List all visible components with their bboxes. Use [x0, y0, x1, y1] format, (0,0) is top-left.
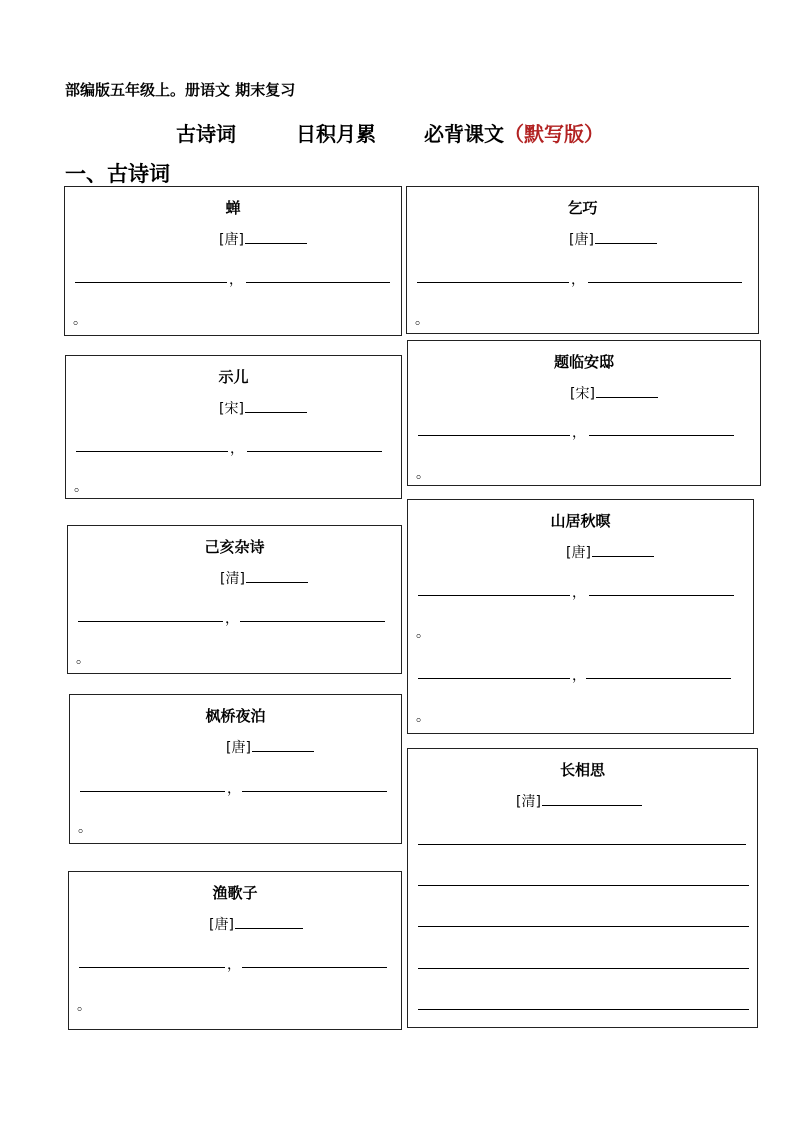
answer-blank[interactable]	[418, 1009, 749, 1010]
dynasty-label: [唐]	[226, 740, 251, 756]
answer-blank[interactable]	[417, 282, 569, 283]
poem-card-chan	[64, 186, 402, 336]
period-mark: 。	[77, 998, 91, 1014]
answer-blank[interactable]	[418, 844, 746, 845]
comma-mark: ，	[227, 957, 241, 973]
poem-title: 己亥杂诗	[204, 538, 265, 556]
answer-blank[interactable]	[418, 926, 749, 927]
period-mark: 。	[76, 651, 90, 667]
dynasty-label: [宋]	[570, 386, 595, 402]
section-title-recite-text: 必背课文	[424, 122, 504, 146]
answer-blank[interactable]	[418, 435, 570, 436]
answer-blank[interactable]	[80, 791, 225, 792]
answer-blank[interactable]	[79, 967, 225, 968]
version-label: （默写版）	[504, 122, 604, 146]
answer-blank[interactable]	[247, 451, 382, 452]
dynasty-label: [清]	[516, 794, 541, 810]
answer-blank[interactable]	[75, 282, 227, 283]
section-title-daily: 日积月累	[296, 122, 376, 146]
period-mark: 。	[78, 820, 92, 836]
answer-blank[interactable]	[589, 595, 734, 596]
author-blank[interactable]	[246, 568, 308, 583]
author-blank[interactable]	[245, 229, 307, 244]
answer-blank[interactable]	[588, 282, 742, 283]
section-title-poems: 古诗词	[176, 122, 236, 146]
answer-blank[interactable]	[418, 678, 570, 679]
comma-mark: ，	[230, 441, 244, 457]
poem-author-line	[219, 229, 307, 249]
answer-blank[interactable]	[242, 791, 387, 792]
period-mark: 。	[416, 625, 430, 641]
answer-blank[interactable]	[589, 435, 734, 436]
period-mark: 。	[416, 709, 430, 725]
author-blank[interactable]	[235, 914, 303, 929]
poem-title: 题临安邸	[553, 353, 614, 371]
poem-author-line	[219, 398, 307, 418]
comma-mark: ，	[572, 585, 586, 601]
poem-card-tilinandi	[407, 340, 761, 486]
answer-blank[interactable]	[78, 621, 223, 622]
answer-blank[interactable]	[240, 621, 385, 622]
section-title-recite	[424, 118, 604, 147]
poem-card-fengqiaoyebo	[69, 694, 402, 844]
comma-mark: ，	[572, 425, 586, 441]
poem-card-shanjuqiuming	[407, 499, 754, 734]
comma-mark: ，	[229, 272, 243, 288]
period-mark: 。	[73, 312, 87, 328]
poem-card-yugezi	[68, 871, 402, 1030]
author-blank[interactable]	[596, 383, 658, 398]
dynasty-label: [宋]	[219, 401, 244, 417]
period-mark: 。	[416, 466, 430, 482]
answer-blank[interactable]	[418, 885, 749, 886]
poem-author-line	[209, 914, 303, 934]
poem-author-line	[220, 568, 308, 588]
author-blank[interactable]	[245, 398, 307, 413]
part-heading: 一、古诗词	[65, 161, 170, 186]
answer-blank[interactable]	[76, 451, 228, 452]
poem-title: 长相思	[559, 761, 605, 779]
author-blank[interactable]	[252, 737, 314, 752]
dynasty-label: [清]	[220, 571, 245, 587]
poem-author-line	[569, 229, 657, 249]
comma-mark: ，	[571, 272, 585, 288]
answer-blank[interactable]	[246, 282, 390, 283]
comma-mark: ，	[225, 611, 239, 627]
author-blank[interactable]	[595, 229, 657, 244]
dynasty-label: [唐]	[566, 545, 591, 561]
poem-title: 渔歌子	[212, 884, 258, 902]
poem-author-line	[516, 791, 642, 811]
poem-card-qiqiao	[406, 186, 759, 334]
period-mark: 。	[74, 479, 88, 495]
comma-mark: ，	[227, 781, 241, 797]
poem-card-jihaizashi	[67, 525, 402, 674]
answer-blank[interactable]	[242, 967, 387, 968]
poem-title: 蝉	[225, 199, 241, 217]
poem-author-line	[570, 383, 658, 403]
answer-blank[interactable]	[418, 595, 570, 596]
answer-blank[interactable]	[418, 968, 749, 969]
dynasty-label: [唐]	[219, 232, 244, 248]
page-subtitle: 部编版五年级上。册语文 期末复习	[65, 81, 296, 99]
poem-title: 枫桥夜泊	[205, 707, 266, 725]
poem-title: 乞巧	[567, 199, 598, 217]
comma-mark: ，	[572, 668, 586, 684]
dynasty-label: [唐]	[209, 917, 234, 933]
poem-title: 山居秋暝	[550, 512, 611, 530]
poem-author-line	[566, 542, 654, 562]
poem-title: 示儿	[218, 368, 249, 386]
answer-blank[interactable]	[586, 678, 731, 679]
period-mark: 。	[415, 312, 429, 328]
poem-card-changxiangsi	[407, 748, 758, 1028]
poem-card-shier	[65, 355, 402, 499]
author-blank[interactable]	[592, 542, 654, 557]
author-blank[interactable]	[542, 791, 642, 806]
dynasty-label: [唐]	[569, 232, 594, 248]
poem-author-line	[226, 737, 314, 757]
